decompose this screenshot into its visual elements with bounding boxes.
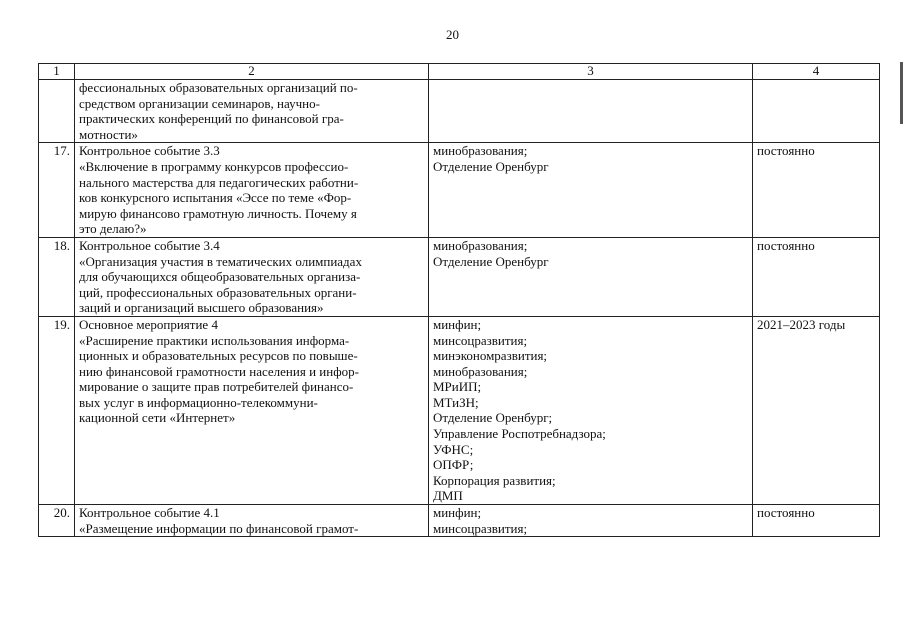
description-line: нию финансовой грамотности населения и инфор- bbox=[79, 363, 359, 379]
description-line: вых услуг в информационно-телекоммуни- bbox=[79, 394, 318, 410]
event-description-cell bbox=[75, 80, 429, 143]
responsible-agencies-cell bbox=[429, 237, 753, 316]
description-line: заций и организаций высшего образования» bbox=[79, 300, 324, 316]
table-row bbox=[39, 237, 880, 316]
responsible-agencies-cell bbox=[429, 80, 753, 143]
agency-item: Отделение Оренбург bbox=[433, 158, 549, 174]
event-description-cell bbox=[75, 505, 429, 537]
agency-item: УФНС; bbox=[433, 441, 474, 457]
event-title: Контрольное событие 4.1 bbox=[79, 505, 220, 521]
row-number bbox=[39, 80, 75, 143]
agency-item: минобразования; bbox=[433, 363, 528, 379]
agency-item: Управление Роспотребнадзора; bbox=[433, 426, 606, 442]
events-table bbox=[38, 63, 880, 537]
description-line: средством организации семинаров, научно- bbox=[79, 95, 320, 111]
table-row bbox=[39, 80, 880, 143]
agency-item: минфин; bbox=[433, 316, 482, 332]
agency-item: МТиЗН; bbox=[433, 394, 479, 410]
agency-item: минфин; bbox=[433, 505, 482, 521]
term-cell: постоянно bbox=[753, 143, 880, 238]
description-line: «Включение в программу конкурсов профессио- bbox=[79, 158, 349, 174]
description-line: мотности» bbox=[79, 126, 138, 142]
agency-item: Отделение Оренбург bbox=[433, 253, 549, 269]
event-description-cell bbox=[75, 143, 429, 238]
description-line: мирование о защите прав потребителей финансо- bbox=[79, 379, 354, 395]
description-line: для обучающихся общеобразовательных организа- bbox=[79, 269, 361, 285]
row-number: 20. bbox=[39, 505, 75, 537]
description-line: ков конкурсного испытания «Эссе по теме «Фор- bbox=[79, 190, 352, 206]
table-row bbox=[39, 316, 880, 504]
event-title: Основное мероприятие 4 bbox=[79, 316, 218, 332]
agency-item: минобразования; bbox=[433, 237, 528, 253]
term-cell: постоянно bbox=[753, 237, 880, 316]
description-line: кационной сети «Интернет» bbox=[79, 410, 236, 426]
term-cell: 2021–2023 годы bbox=[753, 316, 880, 504]
event-title: Контрольное событие 3.4 bbox=[79, 237, 220, 253]
description-line: «Размещение информации по финансовой грамот- bbox=[79, 520, 359, 536]
term-cell: постоянно bbox=[753, 505, 880, 537]
table-row bbox=[39, 143, 880, 238]
column-header: 1 bbox=[39, 64, 75, 80]
event-title: Контрольное событие 3.3 bbox=[79, 143, 220, 159]
description-line: это делаю?» bbox=[79, 221, 147, 237]
agency-item: Отделение Оренбург; bbox=[433, 410, 553, 426]
agency-item: минобразования; bbox=[433, 143, 528, 159]
term-cell bbox=[753, 80, 880, 143]
description-line: «Организация участия в тематических олимпиадах bbox=[79, 253, 362, 269]
agency-item: МРиИП; bbox=[433, 379, 482, 395]
row-number: 19. bbox=[39, 316, 75, 504]
agency-item: минсоцразвития; bbox=[433, 520, 528, 536]
table-row bbox=[39, 505, 880, 537]
description-line: ционных и образовательных ресурсов по повыше- bbox=[79, 348, 358, 364]
responsible-agencies-cell bbox=[429, 505, 753, 537]
page-number: 20 bbox=[446, 27, 459, 42]
description-line: «Расширение практики использования информа- bbox=[79, 332, 350, 348]
description-line: ций, профессиональных образовательных органи- bbox=[79, 284, 357, 300]
description-line: нального мастерства для педагогических работни- bbox=[79, 174, 359, 190]
agency-item: минсоцразвития; bbox=[433, 332, 528, 348]
column-header: 2 bbox=[75, 64, 429, 80]
agency-item: ОПФР; bbox=[433, 457, 474, 473]
row-number: 18. bbox=[39, 237, 75, 316]
agency-item: минэкономразвития; bbox=[433, 348, 548, 364]
agency-item: ДМП bbox=[433, 488, 463, 504]
description-line: мирую финансово грамотную личность. Почему я bbox=[79, 205, 357, 221]
event-description-cell bbox=[75, 316, 429, 504]
event-description-cell bbox=[75, 237, 429, 316]
description-line: практических конференций по финансовой гра- bbox=[79, 111, 344, 127]
description-line: фессиональных образовательных организаций по- bbox=[79, 80, 358, 95]
agency-item: Корпорация развития; bbox=[433, 472, 556, 488]
column-header: 3 bbox=[429, 64, 753, 80]
responsible-agencies-cell bbox=[429, 316, 753, 504]
row-number: 17. bbox=[39, 143, 75, 238]
column-header: 4 bbox=[753, 64, 880, 80]
responsible-agencies-cell bbox=[429, 143, 753, 238]
scan-edge-mark bbox=[900, 62, 903, 124]
table-header-row bbox=[39, 64, 880, 80]
